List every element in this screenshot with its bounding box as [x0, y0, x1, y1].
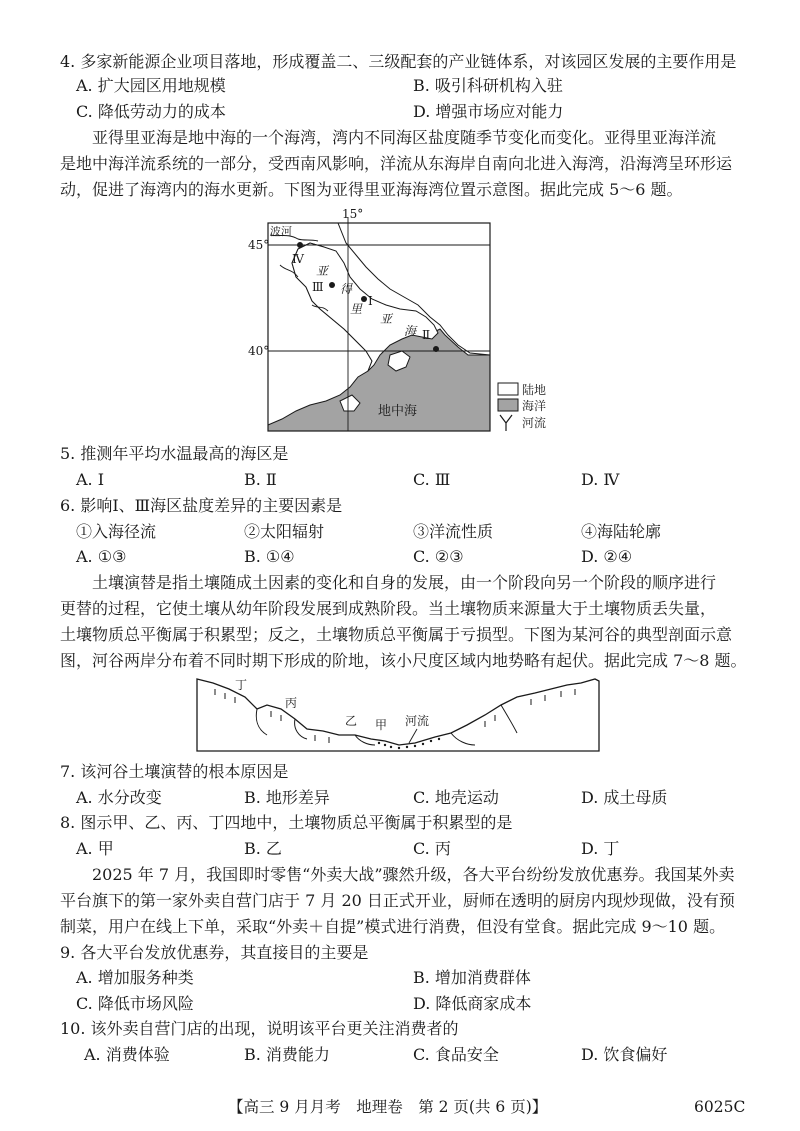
q6-option-a: A. ①③ [76, 547, 127, 566]
zone-i-label: Ⅰ [368, 294, 373, 308]
sea-char-4: 亚 [380, 312, 393, 326]
q8-option-d: D. 丁 [581, 839, 620, 858]
valley-profile [195, 675, 605, 757]
q8-stem: 8. 图示甲、乙、丙、丁四地中，土壤物质总平衡属于积累型的是 [60, 813, 513, 832]
legend-river-icon [500, 415, 512, 431]
passage1-line-3: 动，促进了海湾内的海水更新。下图为亚得里亚海海湾位置示意图。据此完成 5～6 题。 [60, 180, 683, 199]
mediterranean-label: 地中海 [378, 404, 418, 419]
sea-char-2: 得 [340, 282, 353, 296]
zone-iii-label: Ⅲ [312, 280, 324, 294]
q5-option-c: C. Ⅲ [413, 470, 451, 489]
passage1-line-1: 亚得里亚海是地中海的一个海湾，湾内不同海区盐度随季节变化而变化。亚得里亚海洋流 [92, 128, 717, 147]
q7-option-d: D. 成土母质 [581, 788, 668, 807]
q4-option-d: D. 增强市场应对能力 [413, 102, 564, 121]
lon-label: 15° [342, 207, 364, 221]
zone-iii-point [329, 282, 335, 288]
lat-label-45: 45° [248, 238, 270, 252]
q6-option-d: D. ②④ [581, 547, 633, 566]
q10-option-d: D. 饮食偏好 [581, 1045, 668, 1064]
river-pointer [409, 729, 417, 743]
q7-stem: 7. 该河谷土壤演替的根本原因是 [60, 762, 289, 781]
q6-stem: 6. 影响Ⅰ、Ⅲ海区盐度差异的主要因素是 [60, 496, 343, 515]
label-jia: 甲 [375, 718, 388, 732]
label-bing: 丙 [285, 696, 298, 710]
zone-iv-point [297, 242, 303, 248]
q6-option-b: B. ①④ [244, 547, 295, 566]
legend-sea-label: 海洋 [522, 399, 547, 413]
q5-stem: 5. 推测年平均水温最高的海区是 [60, 444, 289, 463]
q6-factor-1: ①入海径流 [76, 522, 157, 541]
q6-option-c: C. ②③ [413, 547, 464, 566]
legend-sea-swatch [498, 399, 518, 411]
passage3-line-3: 制菜，用户在线上下单，采取“外卖＋自提”模式进行消费，但没有堂食。据此完成 9～10 题。 [60, 917, 726, 936]
q10-option-a: A. 消费体验 [84, 1045, 170, 1064]
q4-option-a: A. 扩大园区用地规模 [76, 76, 226, 95]
q9-option-a: A. 增加服务种类 [76, 968, 194, 987]
q6-factor-2: ②太阳辐射 [244, 522, 325, 541]
q9-option-b: B. 增加消费群体 [413, 968, 531, 987]
passage2-line-1: 土壤演替是指土壤随成土因素的变化和自身的发展，由一个阶段向另一个阶段的顺序进行 [92, 573, 717, 592]
q4-stem: 4. 多家新能源企业项目落地，形成覆盖二、三级配套的产业链体系，对该园区发展的主要作用是 [60, 52, 737, 71]
label-river: 河流 [405, 714, 430, 728]
passage3-line-2: 平台旗下的第一家外卖自营门店于 7 月 20 日正式开业，厨师在透明的厨房内现炒现做，没有预 [60, 891, 735, 910]
q6-factor-3: ③洋流性质 [413, 522, 494, 541]
q5-option-d: D. Ⅳ [581, 470, 620, 489]
label-yi: 乙 [345, 714, 358, 728]
legend-land-swatch [498, 383, 518, 395]
valley-ground [197, 679, 599, 751]
q8-option-b: B. 乙 [244, 839, 282, 858]
q5-option-a: A. Ⅰ [76, 470, 105, 489]
zone-ii-label: Ⅱ [422, 328, 431, 342]
q8-option-c: C. 丙 [413, 839, 451, 858]
sea-char-3: 里 [350, 302, 363, 316]
legend-river-label: 河流 [522, 416, 547, 430]
q10-option-c: C. 食品安全 [413, 1045, 499, 1064]
passage2-line-4: 图，河谷两岸分布着不同时期下形成的阶地，该小尺度区域内地势略有起伏。据此完成 7～8 题。 [60, 651, 747, 670]
q10-stem: 10. 该外卖自营门店的出现，说明该平台更关注消费者的 [60, 1019, 459, 1038]
label-ding: 丁 [235, 678, 248, 692]
river-label: 波河 [270, 225, 292, 238]
q6-factor-4: ④海陆轮廓 [581, 522, 662, 541]
q9-option-d: D. 降低商家成本 [413, 994, 532, 1013]
q5-option-b: B. Ⅱ [244, 470, 277, 489]
zone-ii-point [433, 346, 439, 352]
legend-land-label: 陆地 [522, 383, 547, 397]
zone-iv-label: Ⅳ [292, 252, 304, 266]
sea-char-5: 海 [404, 324, 417, 338]
passage1-line-2: 是地中海洋流系统的一部分，受西南风影响，洋流从东海岸自南向北进入海湾，沿海湾呈环形运 [60, 154, 733, 173]
adriatic-map [240, 205, 560, 440]
q8-option-a: A. 甲 [76, 839, 114, 858]
lat-label-40: 40° [248, 344, 270, 358]
q7-option-c: C. 地壳运动 [413, 788, 499, 807]
passage2-line-3: 土壤物质总平衡属于积累型；反之，土壤物质总平衡属于亏损型。下图为某河谷的典型剖面示意 [60, 625, 733, 644]
q4-option-b: B. 吸引科研机构入驻 [413, 76, 563, 95]
q4-option-c: C. 降低劳动力的成本 [76, 102, 226, 121]
q7-option-b: B. 地形差异 [244, 788, 330, 807]
page-code: 6025C [694, 1098, 746, 1116]
q7-option-a: A. 水分改变 [76, 788, 162, 807]
q9-stem: 9. 各大平台发放优惠券，其直接目的主要是 [60, 943, 369, 962]
q9-option-c: C. 降低市场风险 [76, 994, 194, 1013]
passage3-line-1: 2025 年 7 月，我国即时零售“外卖大战”骤然升级，各大平台纷纷发放优惠券。我国某外卖 [92, 865, 735, 884]
sea-char-1: 亚 [316, 264, 329, 278]
q10-option-b: B. 消费能力 [244, 1045, 330, 1064]
passage2-line-2: 更替的过程，它使土壤从幼年阶段发展到成熟阶段。当土壤物质来源量大于土壤物质丢失量， [60, 599, 717, 618]
page-footer: 【高三 9 月月考 地理卷 第 2 页(共 6 页)】 [228, 1098, 548, 1116]
